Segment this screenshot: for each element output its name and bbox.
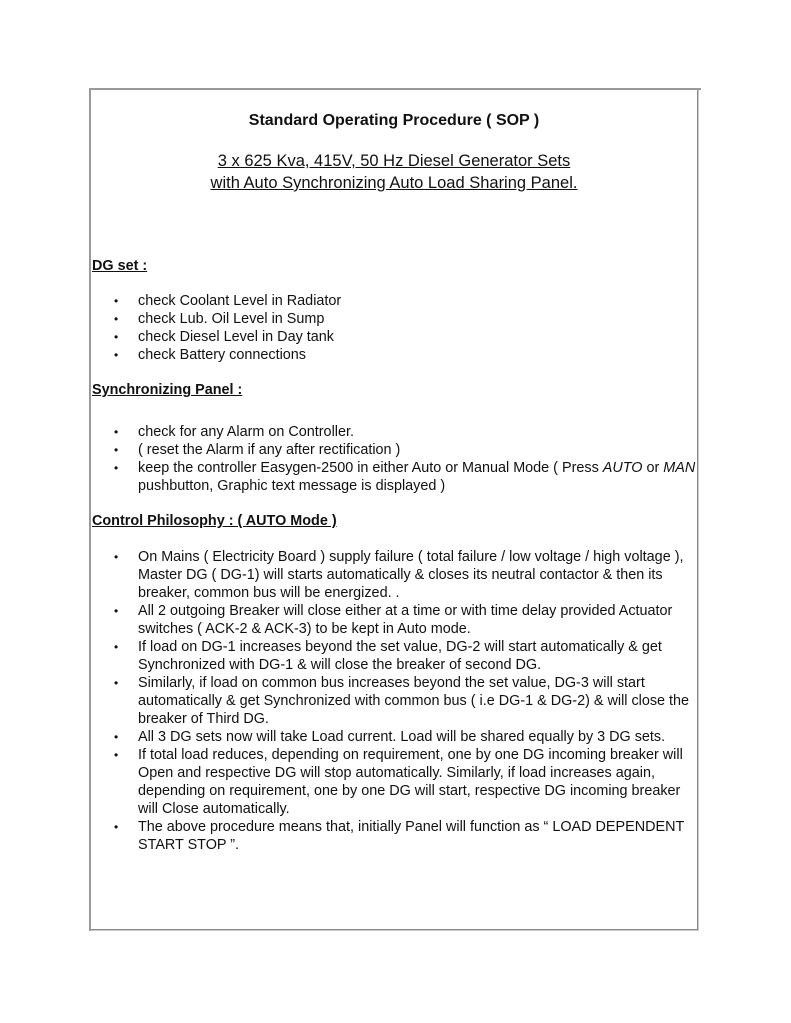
frame-edge-left: [89, 88, 91, 931]
list-item: • ( reset the Alarm if any after rectification ): [138, 441, 696, 459]
dg-set-list: [92, 292, 696, 364]
list-item: • check Coolant Level in Radiator: [138, 292, 696, 310]
list-item: • If total load reduces, depending on requirement, one by one DG incoming breaker will Open and respective DG will stop automatically. Similarly, if load increases again, depending on requirement, one by one DG will start, respective DG incoming breaker will Close automatically.: [138, 746, 696, 818]
control-philosophy-list: [92, 548, 696, 854]
section-heading-sync-panel: Synchronizing Panel :: [92, 382, 243, 398]
item-text: keep the controller Easygen-2500 in either Auto or Manual Mode ( Press: [138, 460, 603, 476]
list-item: • The above procedure means that, initially Panel will function as “ LOAD DEPENDENT START STOP ”.: [138, 818, 696, 854]
list-item: • check Battery connections: [138, 346, 696, 364]
list-item: [138, 459, 696, 495]
frame-edge-top: [89, 88, 701, 90]
section-heading-dg-set: DG set :: [92, 258, 148, 274]
document-title: Standard Operating Procedure ( SOP ): [248, 112, 540, 129]
list-item: • check Diesel Level in Day tank: [138, 328, 696, 346]
list-item: • On Mains ( Electricity Board ) supply failure ( total failure / low voltage / high voltage ), Master DG ( DG-1) will starts automatically & closes its neutral contactor & then its breaker, common bus will be energized. .: [138, 548, 696, 602]
subtitle-line-2: with Auto Synchronizing Auto Load Sharing Panel.: [210, 174, 578, 192]
list-item: • Similarly, if load on common bus increases beyond the set value, DG-3 will start automatically & get Synchronized with common bus ( i.e DG-1 & DG-2) & will close the breaker of Third DG.: [138, 674, 696, 728]
subtitle-line-1: 3 x 625 Kva, 415V, 50 Hz Diesel Generator Sets: [217, 152, 571, 170]
list-item: • If load on DG-1 increases beyond the set value, DG-2 will start automatically & get Synchronized with DG-1 & will close the breaker of second DG.: [138, 638, 696, 674]
man-keyword: MAN: [663, 460, 696, 476]
document-subtitle: [92, 150, 696, 194]
list-item: • check Lub. Oil Level in Sump: [138, 310, 696, 328]
list-item: • All 2 outgoing Breaker will close either at a time or with time delay provided Actuator switches ( ACK-2 & ACK-3) to be kept in Auto mode.: [138, 602, 696, 638]
sync-panel-list: [92, 423, 696, 495]
list-item: • check for any Alarm on Controller.: [138, 423, 696, 441]
section-heading-control-philosophy: Control Philosophy : ( AUTO Mode ): [92, 513, 337, 529]
item-text: pushbutton, Graphic text message is displayed ): [138, 478, 446, 494]
document-body: [92, 110, 696, 854]
list-item: • All 3 DG sets now will take Load current. Load will be shared equally by 3 DG sets.: [138, 728, 696, 746]
auto-keyword: AUTO: [602, 460, 643, 476]
item-text: or: [642, 460, 664, 476]
